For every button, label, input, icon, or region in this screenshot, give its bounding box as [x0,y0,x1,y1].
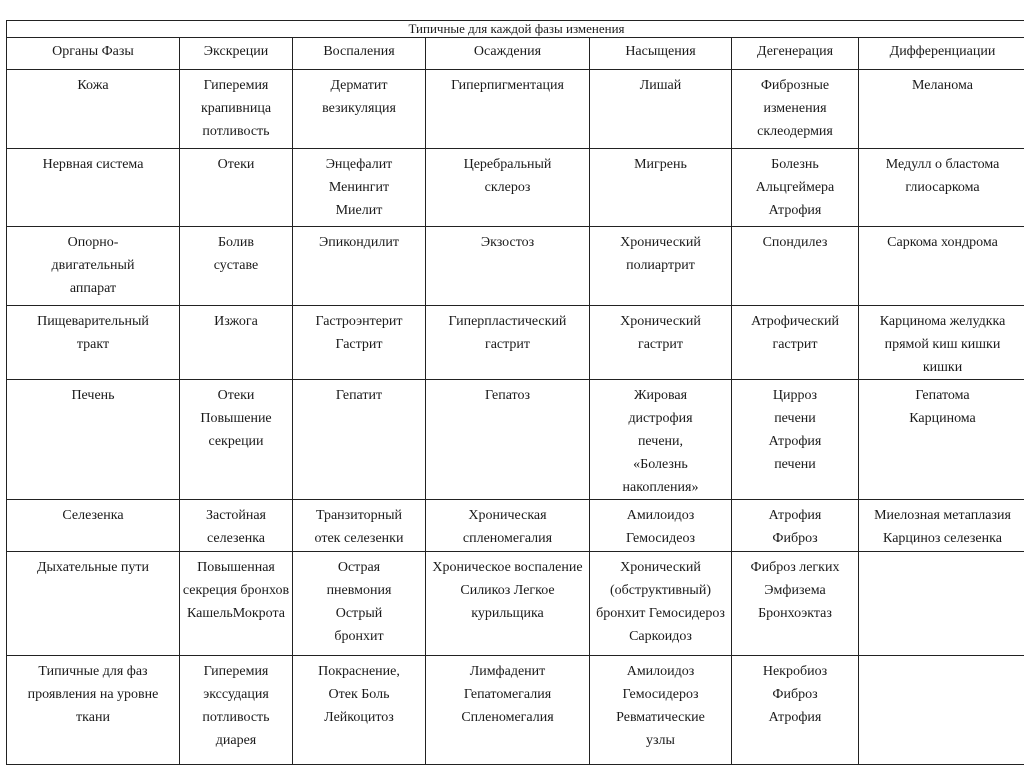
table-cell: Энцефалит Менингит Миелит [293,149,426,227]
table-cell: Покраснение, Отек Боль Лейкоцитоз [293,656,426,765]
table-cell: Карцинома желудкка прямой киш кишки кишки [859,306,1024,380]
table-cell: Транзиторный отек селезенки [293,500,426,552]
table-cell: Хронический полиартрит [590,227,732,306]
table-cell: Острая пневмония Острый бронхит [293,552,426,656]
table-row [7,227,1024,306]
organ-cell: Дыхательные пути [7,552,180,656]
table-cell: Лимфаденит Гепатомегалия Спленомегалия [426,656,590,765]
table-cell: Застойная селезенка [180,500,293,552]
table-cell: Хронический (обструктивный) бронхит Гемосидероз Саркоидоз [590,552,732,656]
table-cell: Цирроз печени Атрофия печени [732,380,859,500]
table-cell: Некробиоз Фиброз Атрофия [732,656,859,765]
table-cell: Гиперпластический гастрит [426,306,590,380]
table-cell: Экзостоз [426,227,590,306]
table-row [7,149,1024,227]
table-row [7,552,1024,656]
organ-cell: Опорно- двигательный аппарат [7,227,180,306]
table-cell: Спондилез [732,227,859,306]
table-cell: Гиперемия крапивница потливость [180,70,293,149]
table-row [7,380,1024,500]
table-cell: Меланома [859,70,1024,149]
table-cell: Мигрень [590,149,732,227]
table-cell: Гепатома Карцинома [859,380,1024,500]
table-cell: Гепатит [293,380,426,500]
table-row [7,306,1024,380]
table-cell: Хронический гастрит [590,306,732,380]
header-saturation: Насыщения [590,38,732,70]
table-cell: Гиперемия экссудация потливость диарея [180,656,293,765]
header-excretion: Экскреции [180,38,293,70]
table-cell: Церебральный склероз [426,149,590,227]
header-differentiation: Дифференциации [859,38,1024,70]
table-cell: Изжога [180,306,293,380]
organ-cell: Печень [7,380,180,500]
organ-cell: Кожа [7,70,180,149]
organ-cell: Селезенка [7,500,180,552]
organ-cell: Нервная система [7,149,180,227]
table-cell: Атрофический гастрит [732,306,859,380]
table-cell: Саркома хондрома [859,227,1024,306]
phases-table [6,20,1024,765]
table-cell: Амилоидоз Гемосидеоз [590,500,732,552]
table-cell: Атрофия Фиброз [732,500,859,552]
table-cell: Лишай [590,70,732,149]
table-caption: Типичные для каждой фазы изменения [7,21,1024,38]
table-cell: Жировая дистрофия печени, «Болезнь накопления» [590,380,732,500]
header-deposition: Осаждения [426,38,590,70]
table-cell: Медулл о бластома глиосаркома [859,149,1024,227]
table-cell: Фиброзные изменения склеодермия [732,70,859,149]
table-cell [859,656,1024,765]
table-row [7,656,1024,765]
header-degeneration: Дегенерация [732,38,859,70]
header-inflammation: Воспаления [293,38,426,70]
organ-cell: Типичные для фаз проявления на уровне ткани [7,656,180,765]
table-cell: Отеки Повышение секреции [180,380,293,500]
table-cell: Гиперпигментация [426,70,590,149]
table-cell [859,552,1024,656]
table-cell: Хроническая спленомегалия [426,500,590,552]
table-row [7,70,1024,149]
table-cell: Дерматит везикуляция [293,70,426,149]
table-cell: Амилоидоз Гемосидероз Ревматические узлы [590,656,732,765]
table-cell: Хроническое воспаление Силикоз Легкое курильщика [426,552,590,656]
table-cell: Повышенная секреция бронхов КашельМокрота [180,552,293,656]
table-cell: Эпикондилит [293,227,426,306]
table-cell: Гепатоз [426,380,590,500]
table-cell: Миелозная метаплазия Карциноз селезенка [859,500,1024,552]
organ-cell: Пищеварительный тракт [7,306,180,380]
table-row [7,500,1024,552]
table-cell: Отеки [180,149,293,227]
header-organs-phases: Органы Фазы [7,38,180,70]
table-cell: Гастроэнтерит Гастрит [293,306,426,380]
table-cell: Болив суставе [180,227,293,306]
table-cell: Фиброз легких Эмфизема Бронхоэктаз [732,552,859,656]
table-cell: Болезнь Альцгеймера Атрофия [732,149,859,227]
